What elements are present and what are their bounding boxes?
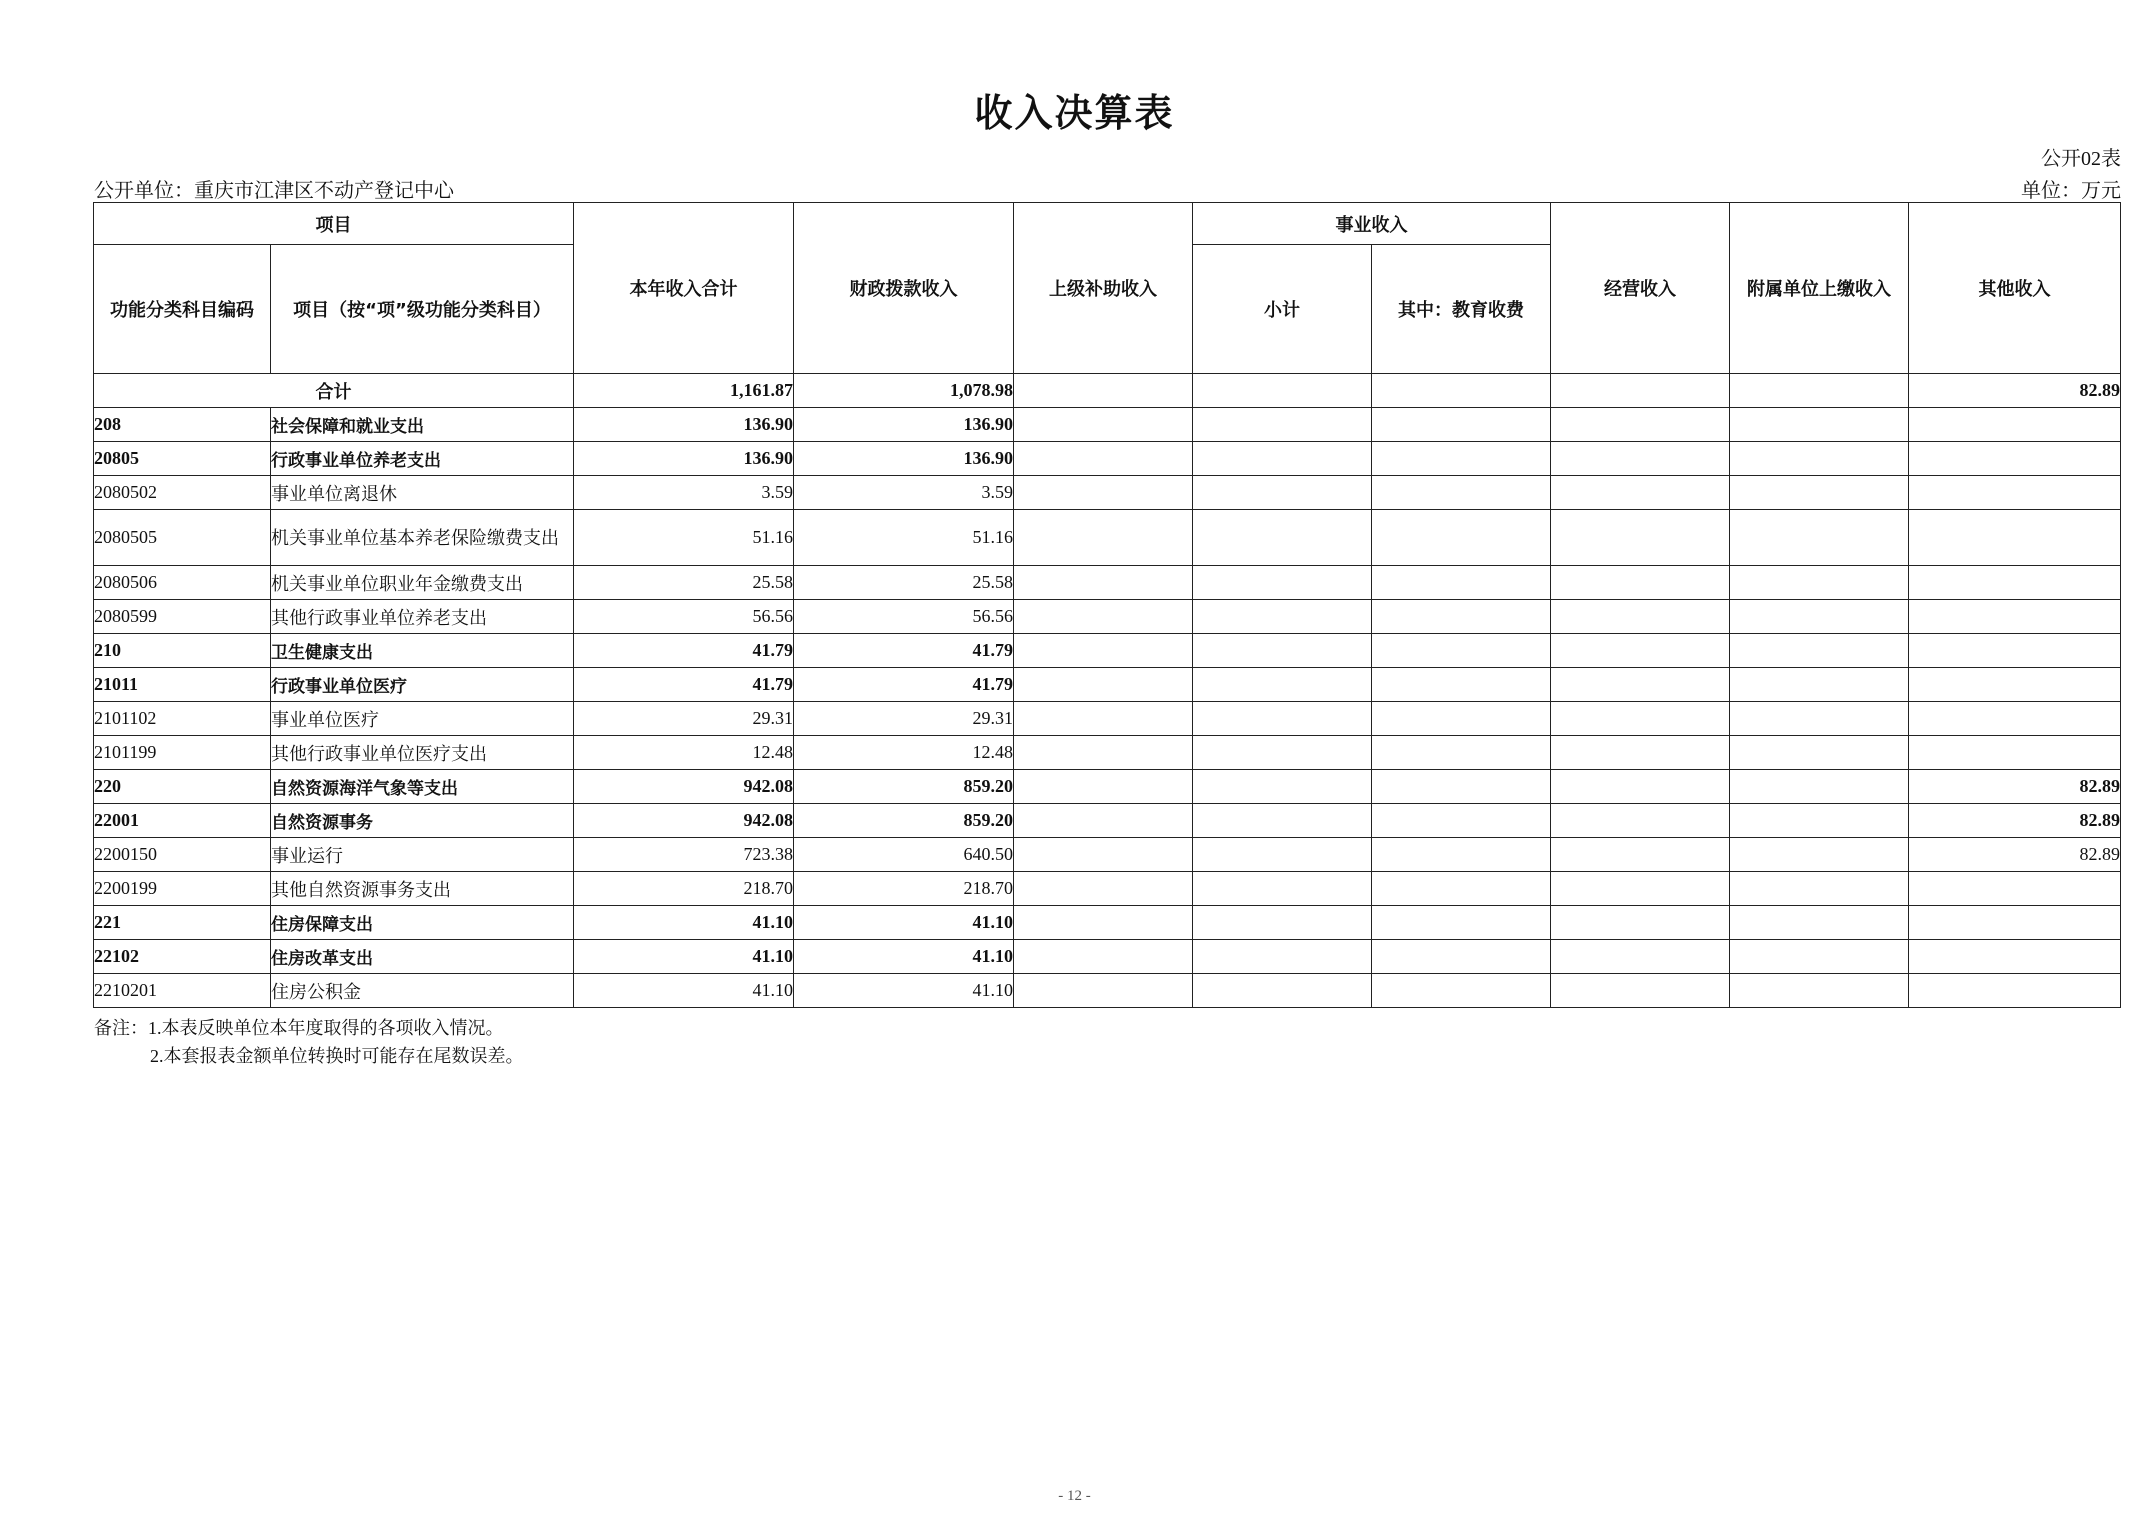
cell-operating [1551, 736, 1730, 770]
header-item: 项目 [94, 203, 574, 245]
cell-sub-total [1193, 566, 1372, 600]
cell-other [1909, 736, 2121, 770]
cell-code: 2200199 [94, 872, 271, 906]
cell-name: 自然资源事务 [271, 804, 574, 838]
cell-affiliated [1730, 702, 1909, 736]
cell-superior [1014, 566, 1193, 600]
cell-total: 136.90 [574, 408, 794, 442]
cell-sub-total [1193, 510, 1372, 566]
cell-sub-total [1193, 476, 1372, 510]
cell-operating [1551, 906, 1730, 940]
cell-fiscal: 640.50 [794, 838, 1014, 872]
table-row [94, 736, 2121, 770]
cell-education [1372, 770, 1551, 804]
cell-superior [1014, 906, 1193, 940]
cell-operating [1551, 374, 1730, 408]
cell-sub-total [1193, 838, 1372, 872]
cell-operating [1551, 940, 1730, 974]
cell-total: 41.79 [574, 668, 794, 702]
cell-total: 1,161.87 [574, 374, 794, 408]
cell-affiliated [1730, 374, 1909, 408]
cell-total: 218.70 [574, 872, 794, 906]
cell-other: 82.89 [1909, 770, 2121, 804]
cell-affiliated [1730, 634, 1909, 668]
cell-sub-total [1193, 872, 1372, 906]
header-other: 其他收入 [1909, 203, 2121, 374]
cell-name: 住房改革支出 [271, 940, 574, 974]
cell-affiliated [1730, 736, 1909, 770]
header-fiscal: 财政拨款收入 [794, 203, 1014, 374]
cell-education [1372, 408, 1551, 442]
note-2: 2.本套报表金额单位转换时可能存在尾数误差。 [150, 1046, 524, 1066]
cell-superior [1014, 476, 1193, 510]
cell-fiscal: 41.10 [794, 974, 1014, 1008]
cell-fiscal: 41.10 [794, 940, 1014, 974]
cell-total: 942.08 [574, 770, 794, 804]
cell-education [1372, 668, 1551, 702]
cell-code: 22102 [94, 940, 271, 974]
notes [94, 1014, 524, 1070]
income-table [93, 202, 2121, 1008]
cell-code: 21011 [94, 668, 271, 702]
cell-sub-total [1193, 374, 1372, 408]
cell-sub-total [1193, 702, 1372, 736]
report-title: 收入决算表 [974, 91, 1175, 135]
cell-superior [1014, 668, 1193, 702]
cell-sub-total [1193, 442, 1372, 476]
cell-sub-total [1193, 634, 1372, 668]
cell-superior [1014, 736, 1193, 770]
cell-other [1909, 600, 2121, 634]
cell-code: 221 [94, 906, 271, 940]
cell-sub-total [1193, 408, 1372, 442]
cell-superior [1014, 702, 1193, 736]
cell-name: 卫生健康支出 [271, 634, 574, 668]
cell-operating [1551, 770, 1730, 804]
page-number: - 12 - [1058, 1488, 1091, 1504]
table-body [94, 374, 2121, 1008]
cell-affiliated [1730, 872, 1909, 906]
cell-superior [1014, 872, 1193, 906]
cell-operating [1551, 566, 1730, 600]
cell-fiscal: 218.70 [794, 872, 1014, 906]
cell-education [1372, 566, 1551, 600]
cell-total: 41.79 [574, 634, 794, 668]
cell-operating [1551, 600, 1730, 634]
cell-operating [1551, 634, 1730, 668]
cell-code: 210 [94, 634, 271, 668]
cell-education [1372, 906, 1551, 940]
cell-other [1909, 476, 2121, 510]
cell-total: 25.58 [574, 566, 794, 600]
cell-code: 220 [94, 770, 271, 804]
cell-other: 82.89 [1909, 804, 2121, 838]
cell-name: 事业运行 [271, 838, 574, 872]
cell-code: 2101102 [94, 702, 271, 736]
cell-education [1372, 634, 1551, 668]
cell-other [1909, 940, 2121, 974]
cell-other [1909, 872, 2121, 906]
cell-total: 41.10 [574, 974, 794, 1008]
cell-sub-total [1193, 804, 1372, 838]
cell-total: 12.48 [574, 736, 794, 770]
cell-affiliated [1730, 906, 1909, 940]
table-row [94, 476, 2121, 510]
cell-superior [1014, 634, 1193, 668]
cell-other [1909, 510, 2121, 566]
cell-affiliated [1730, 510, 1909, 566]
cell-code: 2101199 [94, 736, 271, 770]
cell-superior [1014, 442, 1193, 476]
cell-other [1909, 974, 2121, 1008]
cell-fiscal: 51.16 [794, 510, 1014, 566]
table-row [94, 634, 2121, 668]
cell-other [1909, 906, 2121, 940]
cell-name: 住房公积金 [271, 974, 574, 1008]
cell-education [1372, 702, 1551, 736]
header-affiliated: 附属单位上缴收入 [1730, 203, 1909, 374]
header-business: 事业收入 [1193, 203, 1551, 245]
cell-education [1372, 374, 1551, 408]
table-row [94, 408, 2121, 442]
cell-superior [1014, 940, 1193, 974]
cell-name: 机关事业单位职业年金缴费支出 [271, 566, 574, 600]
cell-sub-total [1193, 736, 1372, 770]
table-row [94, 510, 2121, 566]
cell-affiliated [1730, 940, 1909, 974]
cell-education [1372, 872, 1551, 906]
cell-total: 56.56 [574, 600, 794, 634]
reporting-unit: 公开单位：重庆市江津区不动产登记中心 [94, 180, 454, 202]
table-row [94, 804, 2121, 838]
cell-other [1909, 634, 2121, 668]
cell-total: 723.38 [574, 838, 794, 872]
cell-code: 2080599 [94, 600, 271, 634]
cell-sub-total [1193, 668, 1372, 702]
cell-operating [1551, 702, 1730, 736]
cell-fiscal: 1,078.98 [794, 374, 1014, 408]
cell-other [1909, 408, 2121, 442]
cell-name: 其他行政事业单位养老支出 [271, 600, 574, 634]
cell-operating [1551, 668, 1730, 702]
cell-affiliated [1730, 408, 1909, 442]
cell-total: 136.90 [574, 442, 794, 476]
header-operating: 经营收入 [1551, 203, 1730, 374]
table-row [94, 668, 2121, 702]
header-superior: 上级补助收入 [1014, 203, 1193, 374]
cell-education [1372, 804, 1551, 838]
cell-operating [1551, 510, 1730, 566]
note-1: 备注：1.本表反映单位本年度取得的各项收入情况。 [94, 1018, 504, 1038]
cell-fiscal: 136.90 [794, 442, 1014, 476]
cell-sub-total [1193, 770, 1372, 804]
cell-superior [1014, 408, 1193, 442]
cell-name: 其他自然资源事务支出 [271, 872, 574, 906]
total-label: 合计 [94, 374, 574, 408]
cell-total: 29.31 [574, 702, 794, 736]
cell-total: 3.59 [574, 476, 794, 510]
cell-education [1372, 974, 1551, 1008]
cell-affiliated [1730, 476, 1909, 510]
cell-sub-total [1193, 940, 1372, 974]
cell-name: 其他行政事业单位医疗支出 [271, 736, 574, 770]
cell-operating [1551, 804, 1730, 838]
table-row [94, 974, 2121, 1008]
cell-affiliated [1730, 770, 1909, 804]
cell-education [1372, 940, 1551, 974]
cell-name: 住房保障支出 [271, 906, 574, 940]
cell-other [1909, 566, 2121, 600]
table-row [94, 940, 2121, 974]
cell-total: 41.10 [574, 906, 794, 940]
cell-code: 22001 [94, 804, 271, 838]
cell-name: 事业单位离退休 [271, 476, 574, 510]
cell-fiscal: 41.79 [794, 668, 1014, 702]
cell-education [1372, 442, 1551, 476]
cell-affiliated [1730, 668, 1909, 702]
cell-other [1909, 702, 2121, 736]
cell-fiscal: 41.10 [794, 906, 1014, 940]
total-row [94, 374, 2121, 408]
cell-fiscal: 41.79 [794, 634, 1014, 668]
cell-code: 20805 [94, 442, 271, 476]
cell-fiscal: 3.59 [794, 476, 1014, 510]
cell-affiliated [1730, 600, 1909, 634]
cell-name: 社会保障和就业支出 [271, 408, 574, 442]
cell-other [1909, 442, 2121, 476]
cell-other: 82.89 [1909, 374, 2121, 408]
table-row [94, 906, 2121, 940]
cell-other [1909, 668, 2121, 702]
cell-superior [1014, 600, 1193, 634]
cell-superior [1014, 510, 1193, 566]
cell-code: 2200150 [94, 838, 271, 872]
header-code: 功能分类科目编码 [94, 245, 271, 374]
cell-education [1372, 838, 1551, 872]
cell-total: 41.10 [574, 940, 794, 974]
cell-affiliated [1730, 974, 1909, 1008]
cell-name: 行政事业单位医疗 [271, 668, 574, 702]
cell-code: 2210201 [94, 974, 271, 1008]
cell-education [1372, 476, 1551, 510]
form-number: 公开02表 [2041, 148, 2121, 170]
cell-operating [1551, 408, 1730, 442]
header-subtotal: 小计 [1193, 245, 1372, 374]
cell-education [1372, 510, 1551, 566]
cell-other: 82.89 [1909, 838, 2121, 872]
cell-fiscal: 136.90 [794, 408, 1014, 442]
cell-superior [1014, 974, 1193, 1008]
cell-sub-total [1193, 974, 1372, 1008]
cell-affiliated [1730, 442, 1909, 476]
cell-total: 51.16 [574, 510, 794, 566]
cell-operating [1551, 872, 1730, 906]
currency-unit: 单位：万元 [2021, 180, 2121, 202]
cell-affiliated [1730, 566, 1909, 600]
cell-sub-total [1193, 600, 1372, 634]
table-row [94, 600, 2121, 634]
cell-code: 208 [94, 408, 271, 442]
cell-code: 2080506 [94, 566, 271, 600]
cell-superior [1014, 374, 1193, 408]
header-total: 本年收入合计 [574, 203, 794, 374]
cell-code: 2080505 [94, 510, 271, 566]
table-row [94, 442, 2121, 476]
table-row [94, 770, 2121, 804]
cell-education [1372, 736, 1551, 770]
cell-name: 机关事业单位基本养老保险缴费支出 [271, 510, 574, 566]
cell-total: 942.08 [574, 804, 794, 838]
cell-fiscal: 12.48 [794, 736, 1014, 770]
cell-name: 行政事业单位养老支出 [271, 442, 574, 476]
cell-fiscal: 25.58 [794, 566, 1014, 600]
cell-operating [1551, 476, 1730, 510]
table-row [94, 566, 2121, 600]
cell-code: 2080502 [94, 476, 271, 510]
cell-superior [1014, 804, 1193, 838]
cell-affiliated [1730, 838, 1909, 872]
cell-fiscal: 29.31 [794, 702, 1014, 736]
cell-operating [1551, 442, 1730, 476]
table-row [94, 702, 2121, 736]
table-row [94, 872, 2121, 906]
cell-education [1372, 600, 1551, 634]
cell-fiscal: 859.20 [794, 770, 1014, 804]
cell-operating [1551, 838, 1730, 872]
cell-fiscal: 56.56 [794, 600, 1014, 634]
header-education: 其中：教育收费 [1372, 245, 1551, 374]
cell-affiliated [1730, 804, 1909, 838]
cell-name: 事业单位医疗 [271, 702, 574, 736]
cell-name: 自然资源海洋气象等支出 [271, 770, 574, 804]
cell-superior [1014, 838, 1193, 872]
cell-superior [1014, 770, 1193, 804]
cell-operating [1551, 974, 1730, 1008]
cell-fiscal: 859.20 [794, 804, 1014, 838]
header-name: 项目（按“项”级功能分类科目） [271, 245, 574, 374]
cell-sub-total [1193, 906, 1372, 940]
table-row [94, 838, 2121, 872]
